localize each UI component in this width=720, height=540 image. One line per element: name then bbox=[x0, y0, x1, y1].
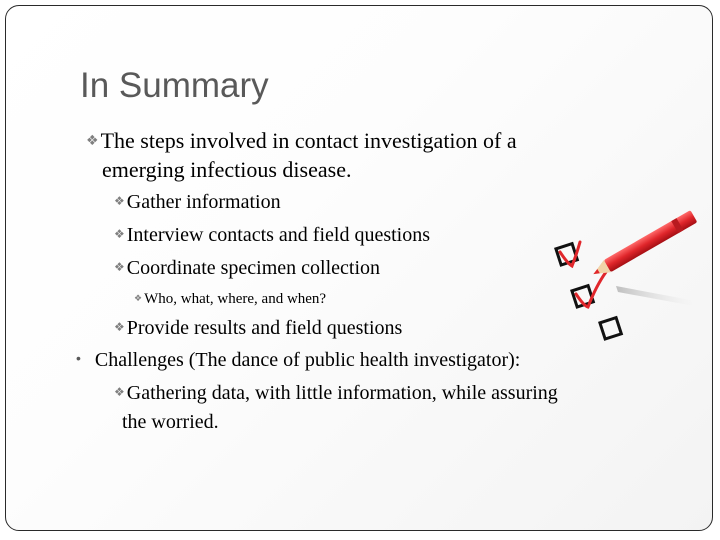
bullet-level2: ❖ Provide results and field questions bbox=[114, 317, 403, 339]
bullet-level2: ❖ Gather information bbox=[114, 191, 281, 213]
bullet-level2: ❖ Coordinate specimen collection bbox=[114, 257, 381, 279]
ribbon-bullet-icon: ❖ bbox=[114, 385, 125, 399]
checklist-pencil-icon bbox=[546, 206, 706, 356]
dot-bullet-icon: • bbox=[76, 350, 81, 366]
bullet-level3: ❖ Who, what, where, and when? bbox=[134, 291, 327, 307]
ribbon-bullet-icon: ❖ bbox=[134, 294, 143, 304]
bullet-level2: ❖ Gathering data, with little information, while assuring bbox=[114, 382, 558, 404]
bullet-level2-continuation: the worried. bbox=[122, 411, 219, 433]
bullet-level1-dot: • Challenges (The dance of public health investigator): bbox=[76, 349, 521, 371]
ribbon-bullet-icon: ❖ bbox=[114, 194, 125, 208]
ribbon-bullet-icon: ❖ bbox=[114, 260, 125, 274]
bullet-level2: ❖ Interview contacts and field questions bbox=[114, 224, 431, 246]
ribbon-bullet-icon: ❖ bbox=[114, 227, 125, 241]
slide bbox=[5, 5, 713, 531]
bullet-level1: ❖The steps involved in contact investigation of a bbox=[86, 128, 517, 153]
ribbon-bullet-icon: ❖ bbox=[86, 133, 99, 149]
ribbon-bullet-icon: ❖ bbox=[114, 320, 125, 334]
page-title: In Summary bbox=[80, 66, 269, 105]
bullet-level1-continuation: emerging infectious disease. bbox=[102, 157, 352, 182]
